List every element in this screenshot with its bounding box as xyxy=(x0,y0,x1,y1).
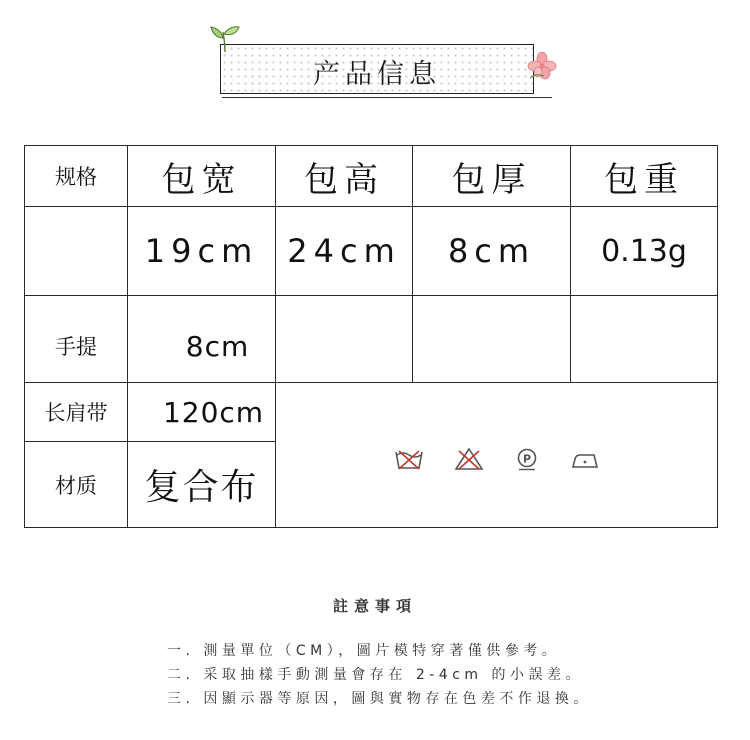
weight-header: 包重 xyxy=(571,146,718,207)
pink-flower-icon xyxy=(522,52,562,84)
empty-cell xyxy=(413,296,571,383)
care-icons xyxy=(276,447,717,471)
height-value: 24cm xyxy=(276,207,413,296)
care-cell xyxy=(276,383,718,528)
handle-label: 手提 xyxy=(25,296,128,383)
leaf-sprout-icon xyxy=(206,22,246,54)
width-header: 包宽 xyxy=(128,146,276,207)
table-row xyxy=(25,296,718,383)
thickness-value: 8cm xyxy=(413,207,571,296)
empty-cell xyxy=(571,296,718,383)
height-header: 包高 xyxy=(276,146,413,207)
width-value: 19cm xyxy=(128,207,276,296)
title-banner xyxy=(220,44,534,94)
note-item: 二. 采取抽樣手動測量會存在 2-4cm 的小誤差。 xyxy=(167,667,585,683)
thickness-header: 包厚 xyxy=(413,146,571,207)
professional-dry-clean-p-icon xyxy=(514,447,540,471)
notes-title: 註意事項 xyxy=(332,597,417,615)
svg-text:P: P xyxy=(522,452,531,466)
table-row xyxy=(25,383,718,442)
material-label: 材质 xyxy=(25,442,128,528)
spec-table xyxy=(24,145,718,528)
no-bleach-icon xyxy=(454,447,484,471)
weight-value: 0.13g xyxy=(571,207,718,296)
empty-cell xyxy=(25,207,128,296)
note-item: 三. 因顯示器等原因，圖與實物存在色差不作退換。 xyxy=(167,691,592,707)
strap-value: 120cm xyxy=(128,383,276,442)
spec-label-cell: 规格 xyxy=(25,146,128,207)
table-row xyxy=(25,146,718,207)
empty-cell xyxy=(276,296,413,383)
material-value: 复合布 xyxy=(128,442,276,528)
banner-underline xyxy=(222,97,552,98)
note-item: 一. 測量單位（CM），圖片模特穿著僅供參考。 xyxy=(167,643,561,659)
no-machine-wash-icon xyxy=(394,447,424,471)
table-row xyxy=(25,207,718,296)
strap-label: 长肩带 xyxy=(25,383,128,442)
iron-icon xyxy=(570,447,600,471)
handle-value: 8cm xyxy=(128,296,276,383)
page-title: 产品信息 xyxy=(313,59,441,90)
